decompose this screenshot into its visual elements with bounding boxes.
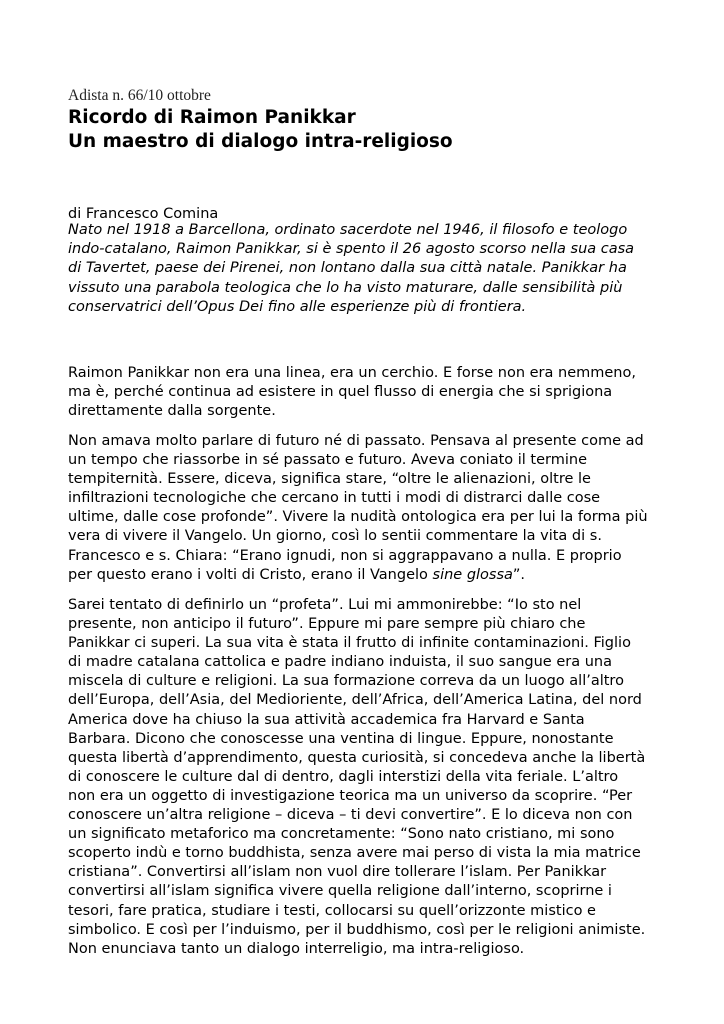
body-line-last bbox=[68, 566, 668, 585]
article-subtitle: Un maestro di dialogo intra-religioso bbox=[68, 131, 453, 152]
italic-phrase: sine glossa bbox=[432, 566, 513, 583]
body-line: Francesco e s. Chiara: “Erano ignudi, non si aggrappavano a nulla. E proprio bbox=[68, 547, 622, 564]
body-line: ultime, dalle cose profonde”. Vivere la nudità ontologica era per lui la forma più bbox=[68, 509, 648, 526]
lead-line: di Tavertet, paese dei Pirenei, non lontano dalla sua città natale. Panikkar ha bbox=[68, 260, 627, 277]
body-line: non era un oggetto di investigazione teorica ma un universo da scoprire. “Per bbox=[68, 787, 633, 804]
body-line: infiltrazioni tecnologiche che cercano in tutti i modi di distrarci dalle cose bbox=[68, 490, 601, 507]
body-line: America dove ha chiuso la sua attività accademica fra Harvard e Santa bbox=[68, 711, 585, 728]
body-line: vera di vivere il Vangelo. Un giorno, così lo sentii commentare la vita di s. bbox=[68, 528, 602, 545]
body-line: direttamente dalla sorgente. bbox=[68, 403, 276, 420]
lead-paragraph bbox=[68, 221, 660, 317]
body-line: cristiana”. Convertirsi all’islam non vuol dire tollerare l’islam. Per Panikkar bbox=[68, 864, 607, 881]
body-line: Non amava molto parlare di futuro né di passato. Pensava al presente come ad bbox=[68, 433, 644, 449]
body-line: Non enunciava tanto un dialogo interreligio, ma intra-religioso. bbox=[68, 940, 525, 957]
body-paragraph-2 bbox=[68, 432, 668, 585]
body-line: di conoscere le culture dal di dentro, dagli interstizi della vita feriale. L’altro bbox=[68, 768, 619, 785]
article-title: Ricordo di Raimon Panikkar bbox=[68, 107, 356, 128]
body-line: conoscere un’altra religione – diceva – ti devi convertire”. E lo diceva non con bbox=[68, 807, 633, 824]
body-line: dell’Europa, dell’Asia, del Medioriente, dell’Africa, dell’America Latina, del nord bbox=[68, 692, 642, 709]
source-line: Adista n. 66/10 ottobre bbox=[68, 87, 211, 104]
body-line: scoperto indù e torno buddhista, senza avere mai perso di vista la mia matrice bbox=[68, 845, 641, 862]
body-text: ”. bbox=[512, 566, 526, 583]
body-line: Raimon Panikkar non era una linea, era un cerchio. E forse non era nemmeno, bbox=[68, 365, 636, 381]
body-line: un significato metaforico ma concretamente: “Sono nato cristiano, mi sono bbox=[68, 826, 615, 843]
body-line: questa libertà d’apprendimento, questa curiosità, si concedeva anche la libertà bbox=[68, 749, 646, 766]
body-paragraph-3 bbox=[68, 596, 668, 959]
lead-line: indo-catalano, Raimon Panikkar, si è spento il 26 agosto scorso nella sua casa bbox=[68, 241, 635, 258]
body-line: miscela di culture e religioni. La sua formazione correva da un luogo all’altro bbox=[68, 673, 624, 690]
author-byline: di Francesco Comina bbox=[68, 206, 219, 222]
body-line: convertirsi all’islam significa vivere quella religione dall’interno, scoprirne i bbox=[68, 883, 612, 900]
lead-line: Nato nel 1918 a Barcellona, ordinato sacerdote nel 1946, il filosofo e teologo bbox=[68, 222, 628, 238]
body-line: tempiternità. Essere, diceva, significa stare, “oltre le alienazioni, oltre le bbox=[68, 471, 591, 488]
body-text: per questo erano i volti di Cristo, erano il Vangelo bbox=[68, 566, 433, 583]
body-line: di madre catalana cattolica e padre indiano induista, il suo sangue era una bbox=[68, 654, 612, 671]
lead-line: conservatrici dell’Opus Dei fino alle esperienze più di frontiera. bbox=[68, 298, 527, 315]
body-paragraph-1 bbox=[68, 364, 668, 421]
body-line: ma è, perché continua ad esistere in quel flusso di energia che si sprigiona bbox=[68, 384, 613, 401]
lead-line: vissuto una parabola teologica che lo ha visto maturare, dalle sensibilità più bbox=[68, 279, 623, 296]
body-line: Panikkar ci superi. La sua vita è stata il frutto di infinite contaminazioni. Figlio bbox=[68, 635, 631, 652]
body-line: presente, non anticipo il futuro”. Eppure mi pare sempre più chiaro che bbox=[68, 616, 586, 633]
body-line: un tempo che riassorbe in sé passato e futuro. Aveva coniato il termine bbox=[68, 452, 587, 469]
body-line: Barbara. Dicono che conoscesse una ventina di lingue. Eppure, nonostante bbox=[68, 730, 614, 747]
body-line: Sarei tentato di definirlo un “profeta”. Lui mi ammonirebbe: “Io sto nel bbox=[68, 597, 582, 613]
body-line: tesori, fare pratica, studiare i testi, collocarsi su quell’orizzonte mistico e bbox=[68, 902, 596, 919]
body-line: simbolico. E così per l’induismo, per il buddhismo, così per le religioni animiste. bbox=[68, 921, 646, 938]
